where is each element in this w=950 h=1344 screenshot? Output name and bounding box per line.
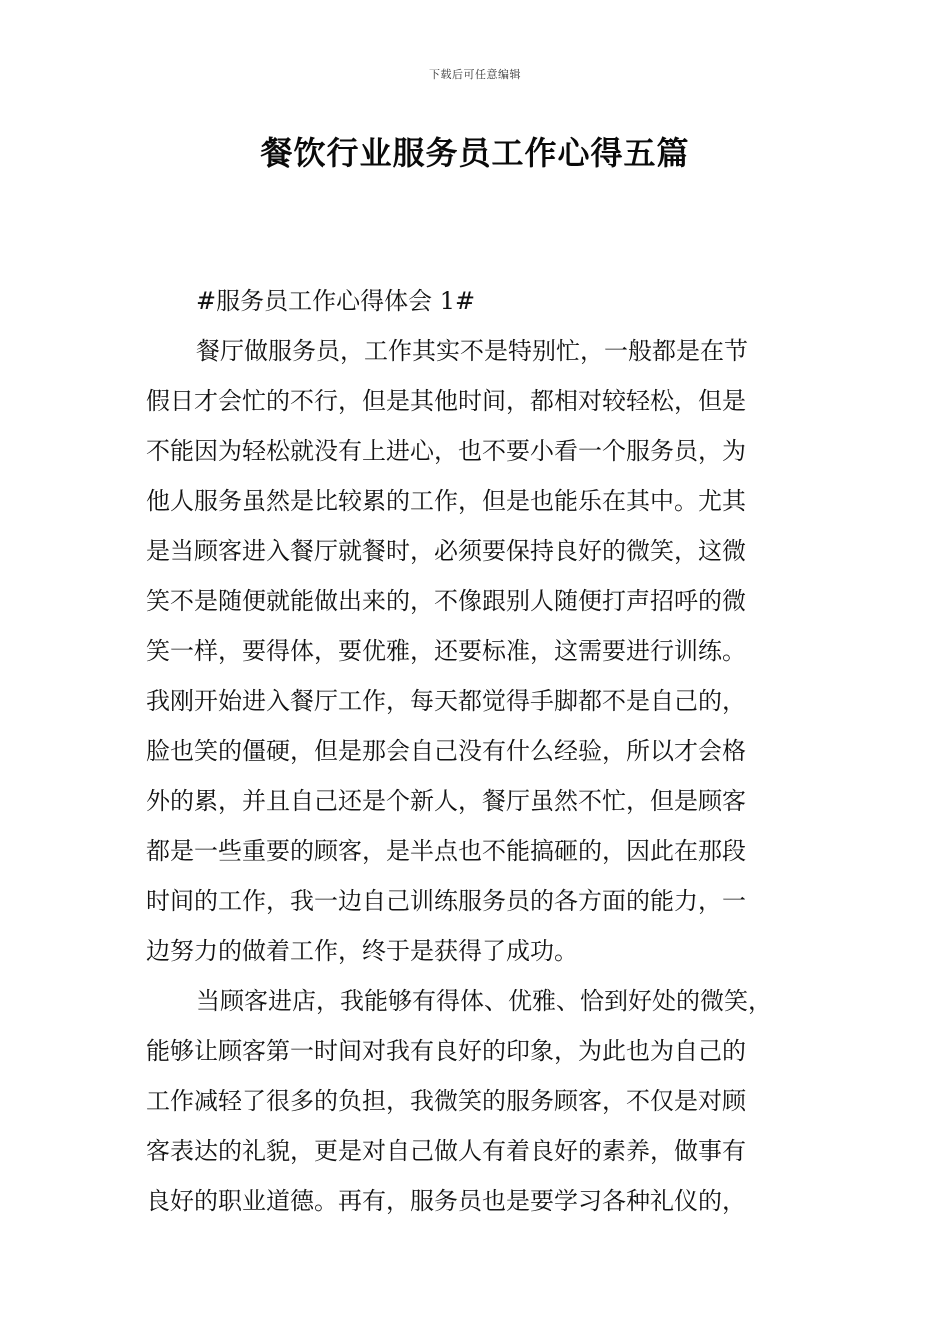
- paragraph-line: 我刚开始进入餐厅工作，每天都觉得手脚都不是自己的，: [146, 687, 746, 715]
- paragraph-line: 工作减轻了很多的负担，我微笑的服务顾客，不仅是对顾: [146, 1087, 746, 1115]
- document-title: 餐饮行业服务员工作心得五篇: [260, 134, 690, 172]
- paragraph-line: 是当顾客进入餐厅就餐时，必须要保持良好的微笑，这微: [146, 537, 746, 565]
- paragraph-line: 边努力的做着工作，终于是获得了成功。: [146, 937, 578, 965]
- document-body: [146, 278, 806, 1228]
- paragraph-line: 能够让顾客第一时间对我有良好的印象，为此也为自己的: [146, 1037, 746, 1065]
- paragraph-line: 当顾客进店，我能够有得体、优雅、恰到好处的微笑，: [196, 987, 772, 1015]
- paragraph-line: 都是一些重要的顾客，是半点也不能搞砸的，因此在那段: [146, 837, 746, 865]
- paragraph-line: 餐厅做服务员，工作其实不是特别忙，一般都是在节: [196, 337, 748, 365]
- paragraph-line: 笑不是随便就能做出来的，不像跟别人随便打声招呼的微: [146, 587, 746, 615]
- paragraph-1: [146, 328, 806, 978]
- paragraph-line: 不能因为轻松就没有上进心，也不要小看一个服务员，为: [146, 437, 746, 465]
- paragraph-line: 客表达的礼貌，更是对自己做人有着良好的素养，做事有: [146, 1137, 746, 1165]
- paragraph-line: 脸也笑的僵硬，但是那会自己没有什么经验，所以才会格: [146, 737, 746, 765]
- paragraph-line: 假日才会忙的不行，但是其他时间，都相对较轻松，但是: [146, 387, 746, 415]
- header-note: 下载后可任意编辑: [429, 68, 521, 81]
- paragraph-line: 笑一样，要得体，要优雅，还要标准，这需要进行训练。: [146, 637, 746, 665]
- paragraph-line: 外的累，并且自己还是个新人，餐厅虽然不忙，但是顾客: [146, 787, 746, 815]
- paragraph-line: 良好的职业道德。再有，服务员也是要学习各种礼仪的，: [146, 1187, 746, 1215]
- paragraph-line: 时间的工作，我一边自己训练服务员的各方面的能力，一: [146, 887, 746, 915]
- paragraph-line: 他人服务虽然是比较累的工作，但是也能乐在其中。尤其: [146, 487, 746, 515]
- section-heading: #服务员工作心得体会 1#: [196, 287, 476, 315]
- paragraph-2: [146, 978, 806, 1228]
